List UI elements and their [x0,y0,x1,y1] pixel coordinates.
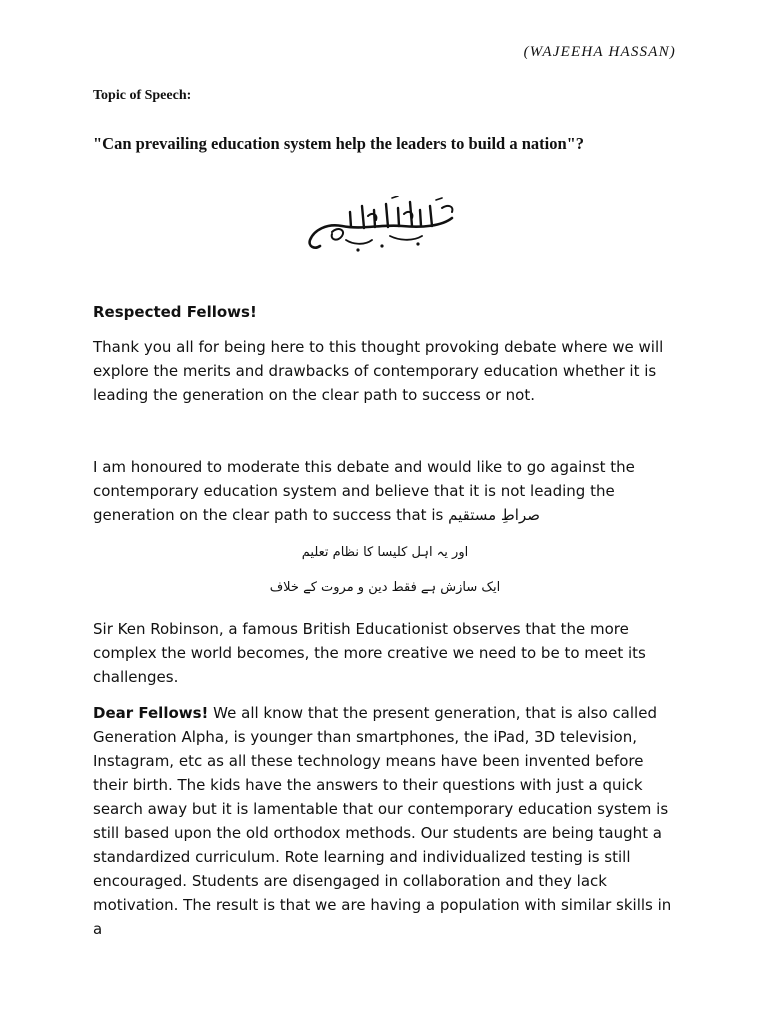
urdu-verse-line-1: اور یہ اہل کلیسا کا نظام تعلیم [301,545,469,560]
paragraph-intro: Thank you all for being here to this thought provoking debate where we will explore the merits and drawbacks of contemporary education whether it is leading the generation on the clear path to success or not. [93,338,664,404]
paragraph-lead-in: Dear Fellows! [93,704,209,722]
speech-topic-title: "Can prevailing education system help the leaders to build a nation"? [93,134,585,153]
author-name: (WAJEEHA HASSAN) [523,44,676,60]
paragraph-generation-alpha-text: We all know that the present generation, that is also called Generation Alpha, is younger than smartphones, the iPad, 3D television, Instagram, etc as all these technology means have been invented before their birth. The kids have the answers to their questions with just a quick search away but it is lamentable that our contemporary education system is still based upon the old orthodox methods. Our students are being taught a standardized curriculum. Rote learning and individualized testing is still encouraged. Students are disengaged in collaboration and they lack motivation. The result is that we are having a population with similar skills in a [93,704,672,938]
paragraph-generation-alpha [93,701,683,941]
paragraph-ken-robinson: Sir Ken Robinson, a famous British Educationist observes that the more complex the world becomes, the more creative we need to be to meet its challenges. [93,620,646,686]
urdu-verse-line-2: ایک سازش ہے فقط دین و مروت کے خلاف [269,580,501,595]
paragraph-moderation [93,455,683,527]
topic-label: Topic of Speech: [93,88,192,103]
greeting: Respected Fellows! [93,303,257,321]
bismillah-calligraphy-image [302,196,462,256]
urdu-phrase: صراطِ مستقیم [448,506,540,524]
paragraph-moderation-text: I am honoured to moderate this debate and would like to go against the contemporary education system and believe that it is not leading the generation on the clear path to success that is [93,458,635,524]
